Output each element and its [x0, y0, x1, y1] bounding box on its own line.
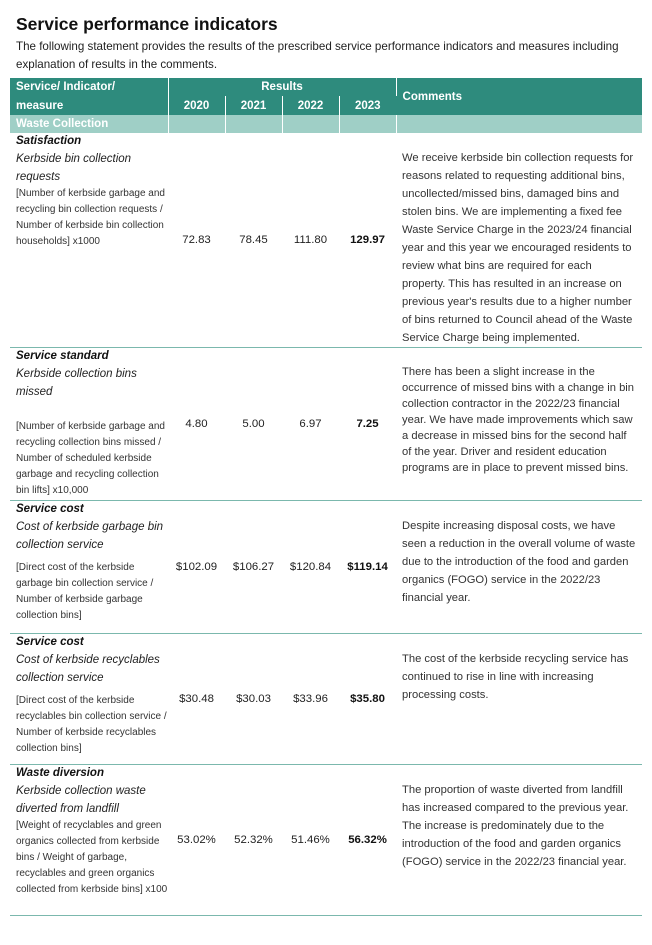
table-header-row [10, 78, 642, 96]
value-2023: 7.25 [339, 348, 396, 501]
value-2022: $33.96 [282, 634, 339, 765]
value-2021: 52.32% [225, 765, 282, 916]
measure-label: Kerbside collection waste diverted from landfill [16, 785, 146, 815]
value-2023: 129.97 [339, 133, 396, 348]
header-comments: Comments [402, 90, 462, 103]
value-2023: $119.14 [339, 501, 396, 634]
indicator-label: Waste diversion [16, 767, 104, 779]
indicator-label: Service cost [16, 503, 84, 515]
measure-formula: [Weight of recyclables and green organics collected from kerbside bins / Weight of garbage, recyclables and green organics collected from kerbside bins] x100 [16, 820, 168, 895]
table-row [10, 765, 642, 916]
indicator-label: Satisfaction [16, 135, 82, 147]
section-label: Waste Collection [10, 115, 168, 133]
header-year-2020: 2020 [168, 96, 225, 115]
table-row [10, 133, 642, 348]
comment-text: Despite increasing disposal costs, we have seen a reduction in the overall volume of waste due to the introduction of the food and garden organics (FOGO) service in the 2022/23 financial year. [396, 501, 642, 634]
value-2021: $30.03 [225, 634, 282, 765]
value-2020: 53.02% [168, 765, 225, 916]
header-measure-line1: Service/ Indicator/ [10, 78, 168, 96]
indicator-label: Service cost [16, 636, 84, 648]
header-year-2021: 2021 [225, 96, 282, 115]
value-2021: 5.00 [225, 348, 282, 501]
header-year-2023: 2023 [354, 99, 381, 112]
measure-label: Cost of kerbside garbage bin collection service [16, 521, 164, 551]
table-row [10, 634, 642, 765]
value-2021: 78.45 [225, 133, 282, 348]
performance-table [10, 78, 642, 916]
measure-formula: [Direct cost of the kerbside recyclables bin collection service / Number of kerbside recyclables collection bins] [16, 695, 167, 754]
value-2020: $102.09 [168, 501, 225, 634]
value-2020: $30.48 [168, 634, 225, 765]
measure-label: Kerbside collection bins missed [16, 368, 137, 398]
comment-text: We receive kerbside bin collection requests for reasons related to requesting additional bins, uncollected/missed bins, damaged bins and stolen bins. We are implementing a fixed fee Waste Service Charge in the 2023/24 financial year and this year we encouraged residents to review what bins are required for each property. This has resulted in an increase on previous year's results due to a higher number of bins returned to Council ahead of the Waste Service Charge being implemented. [396, 133, 642, 348]
value-2022: $120.84 [282, 501, 339, 634]
measure-label: Kerbside bin collection requests [16, 153, 132, 183]
value-2022: 51.46% [282, 765, 339, 916]
intro-paragraph: The following statement provides the results of the prescribed service performance indicators and measures including explanation of results in the comments. [16, 40, 619, 71]
comment-text: The cost of the kerbside recycling service has continued to rise in line with increasing processing costs. [396, 634, 642, 765]
measure-label: Cost of kerbside recyclables collection service [16, 654, 160, 684]
value-2023: $35.80 [339, 634, 396, 765]
page-title: Service performance indicators [16, 14, 278, 34]
measure-formula: [Number of kerbside garbage and recycling bin collection requests / Number of kerbside bin collection households] x1000 [16, 188, 165, 247]
indicator-label: Service standard [16, 350, 109, 362]
table-row [10, 348, 642, 501]
header-year-2022: 2022 [282, 96, 339, 115]
value-2023: 56.32% [339, 765, 396, 916]
value-2022: 111.80 [282, 133, 339, 348]
header-results: Results [168, 78, 396, 96]
section-row [10, 115, 642, 133]
measure-formula: [Number of kerbside garbage and recycling collection bins missed / Number of scheduled kerbside garbage and recycling collection bin lifts] x10,000 [16, 421, 165, 496]
value-2020: 72.83 [168, 133, 225, 348]
header-measure-line2: measure [10, 96, 168, 115]
value-2022: 6.97 [282, 348, 339, 501]
value-2021: $106.27 [225, 501, 282, 634]
comment-text: The proportion of waste diverted from landfill has increased compared to the previous year. The increase is predominately due to the introduction of the food and garden organics (FOGO) service in the 2022/23 financial year. [396, 765, 642, 916]
table-row [10, 501, 642, 634]
measure-formula: [Direct cost of the kerbside garbage bin collection service / Number of kerbside garbage collection bins] [16, 562, 154, 621]
value-2020: 4.80 [168, 348, 225, 501]
comment-text: There has been a slight increase in the occurrence of missed bins with a change in bin collection contractor in the 2022/23 financial year. We have made improvements which saw a decrease in missed bins for the second half of the year. Driver and resident education programs are in place to prevent missed bins. [396, 348, 642, 501]
